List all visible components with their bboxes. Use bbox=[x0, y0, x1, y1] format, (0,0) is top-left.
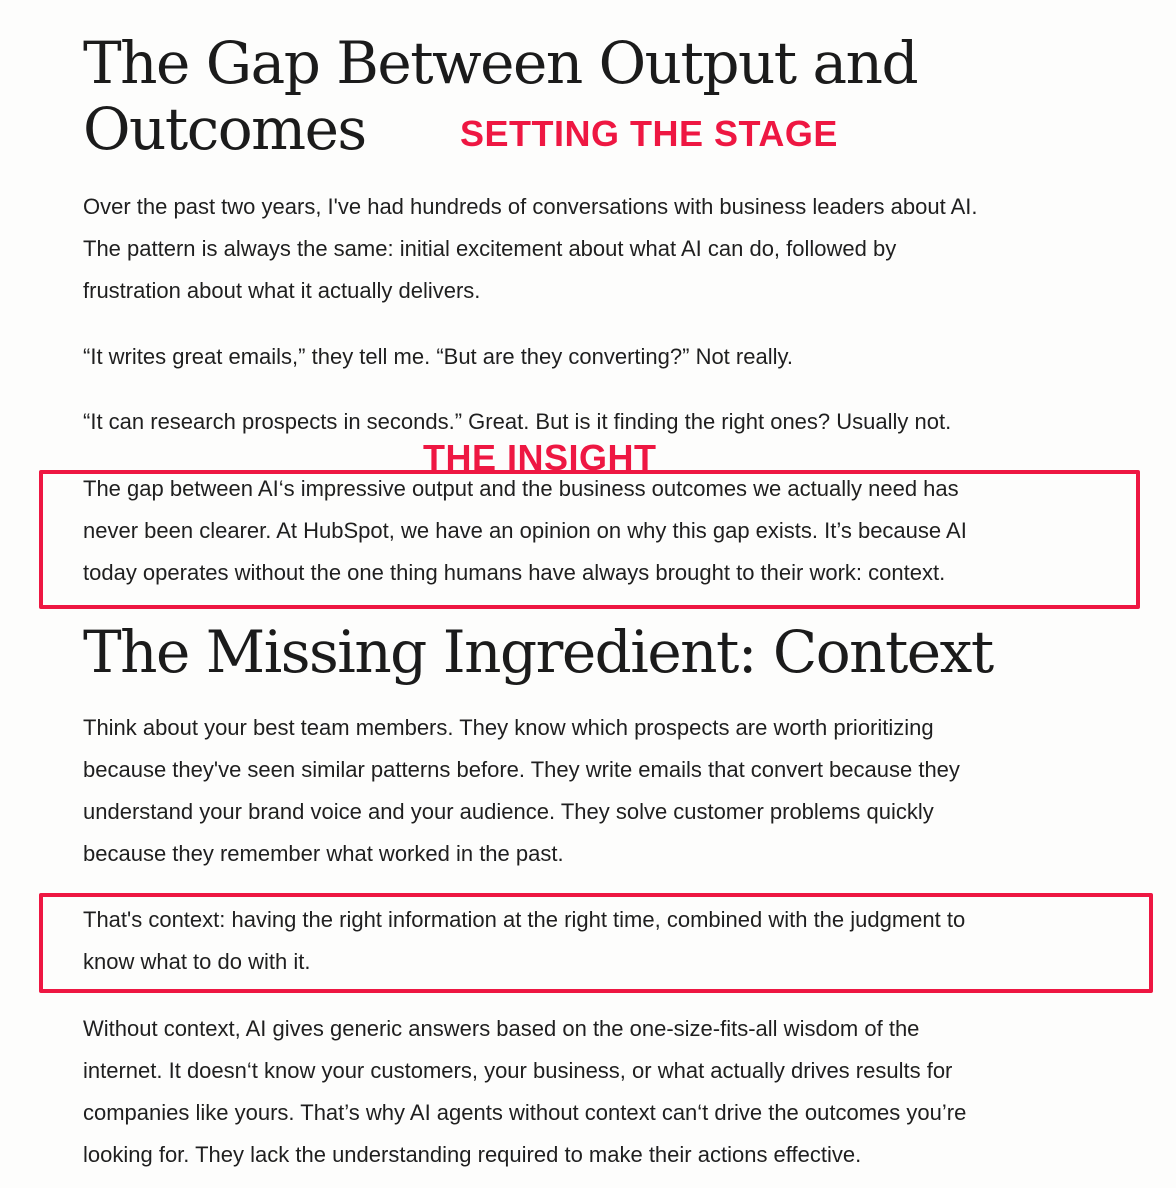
paragraph-line: That's context: having the right information at the right time, combined with the judgment to bbox=[83, 907, 966, 932]
section-heading-missing-ingredient: The Missing Ingredient: Context bbox=[83, 618, 993, 686]
paragraph-line: Think about your best team members. They know which prospects are worth prioritizing bbox=[83, 715, 934, 740]
paragraph-line: because they've seen similar patterns before. They write emails that convert because they bbox=[83, 757, 960, 782]
paragraph-gap-insight bbox=[83, 468, 1143, 594]
paragraph-context-definition bbox=[83, 899, 1143, 983]
paragraph-line: today operates without the one thing humans have always brought to their work: context. bbox=[83, 560, 946, 585]
paragraph-line: frustration about what it actually delivers. bbox=[83, 278, 481, 303]
paragraph-without-context bbox=[83, 1008, 1143, 1176]
annotation-setting-the-stage: SETTING THE STAGE bbox=[460, 113, 838, 154]
heading-line-1: The Gap Between Output and bbox=[83, 29, 918, 97]
paragraph-line: internet. It doesn‘t know your customers, your business, or what actually drives results for bbox=[83, 1058, 953, 1083]
paragraph-line: Without context, AI gives generic answers based on the one-size-fits-all wisdom of the bbox=[83, 1016, 920, 1041]
paragraph-research-quote: “It can research prospects in seconds.” Great. But is it finding the right ones? Usually not. bbox=[83, 409, 952, 434]
paragraph-line: understand your brand voice and your audience. They solve customer problems quickly bbox=[83, 799, 934, 824]
paragraph-line: The gap between AI‘s impressive output and the business outcomes we actually need has bbox=[83, 476, 959, 501]
paragraph-line: companies like yours. That’s why AI agents without context can‘t drive the outcomes you’re bbox=[83, 1100, 967, 1125]
heading-line-2: Outcomes bbox=[83, 95, 366, 163]
paragraph-emails-quote: “It writes great emails,” they tell me. “But are they converting?” Not really. bbox=[83, 344, 793, 369]
annotation-the-insight: THE INSIGHT bbox=[423, 437, 657, 478]
paragraph-intro bbox=[83, 186, 1143, 312]
paragraph-line: because they remember what worked in the past. bbox=[83, 841, 564, 866]
paragraph-team-members bbox=[83, 707, 1143, 875]
paragraph-line: The pattern is always the same: initial excitement about what AI can do, followed by bbox=[83, 236, 897, 261]
paragraph-line: looking for. They lack the understanding required to make their actions effective. bbox=[83, 1142, 862, 1167]
paragraph-line: know what to do with it. bbox=[83, 949, 311, 974]
paragraph-line: Over the past two years, I've had hundreds of conversations with business leaders about AI. bbox=[83, 194, 978, 219]
paragraph-line: never been clearer. At HubSpot, we have an opinion on why this gap exists. It’s because AI bbox=[83, 518, 967, 543]
